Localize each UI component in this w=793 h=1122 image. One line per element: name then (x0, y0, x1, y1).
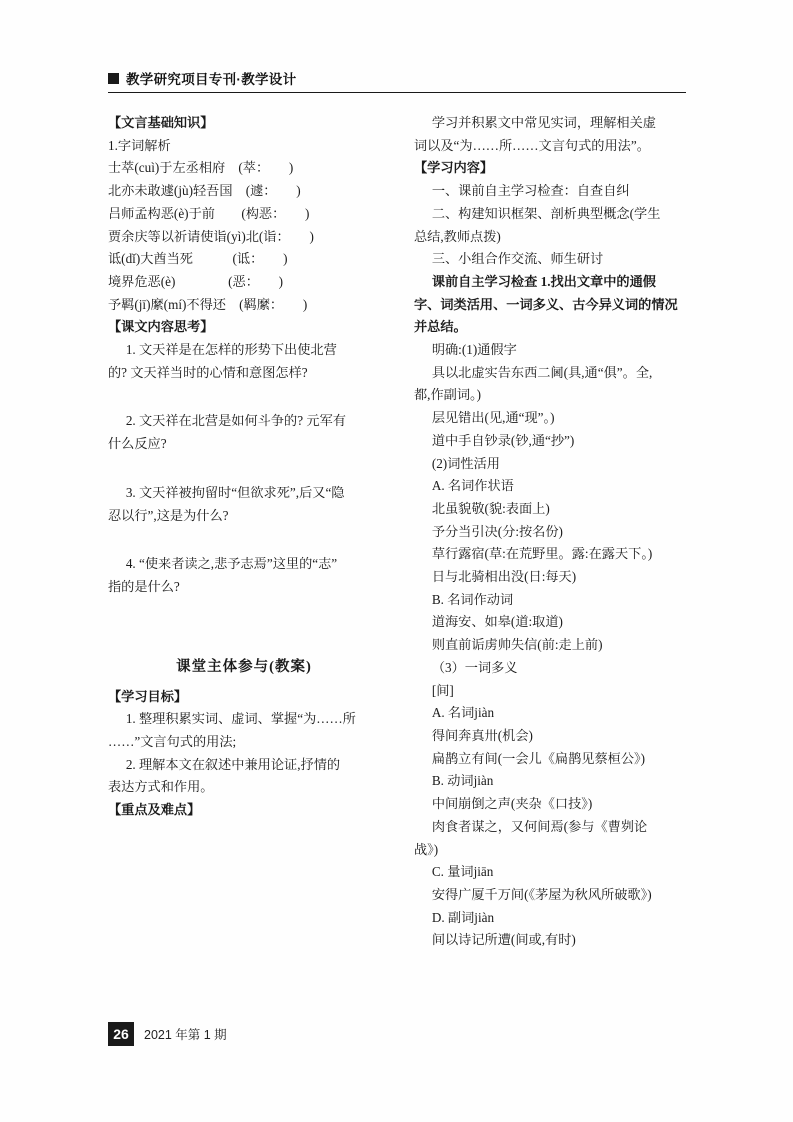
paragraph-line: 总结,教师点拨) (414, 228, 501, 244)
paragraph-line: [间] (431, 682, 454, 698)
paragraph-line: 日与北骑相出没(日:每天) (431, 569, 577, 585)
section-heading: 【重点及难点】 (108, 802, 201, 818)
paragraph-line: 1. 文天祥是在怎样的形势下出使北营 (125, 342, 337, 358)
paragraph-line: 诋(dǐ)大酋当死 (诋： ) (108, 251, 288, 267)
paragraph-line: 予分当引决(分:按名份) (431, 523, 563, 539)
page-footer (108, 1022, 227, 1046)
paragraph-line: 明确:(1)通假字 (431, 342, 517, 358)
page-header (108, 68, 686, 88)
left-column (108, 112, 380, 822)
section-heading: 【课文内容思考】 (108, 319, 214, 335)
paragraph-line: 的? 文天祥当时的心情和意图怎样? (108, 364, 308, 380)
paragraph-line: A. 名词作状语 (431, 478, 514, 494)
paragraph-line: （3）一词多义 (431, 659, 518, 675)
section-heading: 字、词类活用、一词多义、古今异义词的情况 (414, 296, 678, 312)
section-heading: 课前自主学习检查 1.找出文章中的通假 (431, 273, 656, 289)
paragraph-line: 1.字词解析 (108, 137, 171, 153)
paragraph-line: 1. 整理积累实词、虚词、掌握“为……所 (125, 711, 356, 727)
paragraph-line: 三、小组合作交流、师生研讨 (431, 251, 604, 267)
paragraph-line: 予羁(jī)縻(mí)不得还 (羁縻： ) (108, 296, 308, 312)
header-square-icon (108, 73, 119, 84)
section-heading: 并总结。 (414, 319, 467, 335)
paragraph-line: 表达方式和作用。 (108, 779, 214, 795)
paragraph-line: D. 副词jiàn (431, 909, 495, 925)
paragraph-line: 道中手自钞录(钞,通“抄”) (431, 432, 575, 448)
header-title: 教学研究项目专刊·教学设计 (126, 72, 297, 87)
paragraph-line: 指的是什么? (108, 578, 180, 594)
page-number: 26 (108, 1022, 134, 1046)
paragraph-line: C. 量词jiān (431, 864, 494, 880)
right-column (414, 112, 686, 952)
spacer (108, 384, 380, 410)
header-divider (108, 92, 686, 93)
paragraph-line: B. 名词作动词 (431, 591, 514, 607)
paragraph-line: 一、课前自主学习检查：自查自纠 (431, 183, 630, 199)
paragraph-line: 士萃(cuì)于左丞相府 (萃： ) (108, 160, 294, 176)
paragraph-line: 层见错出(见,通“现”。) (431, 410, 555, 426)
section-heading: 【学习目标】 (108, 688, 188, 704)
paragraph-line: 肉食者谋之，又何间焉(参与《曹刿论 (431, 818, 648, 834)
paragraph-line: 都,作副词。) (414, 387, 482, 403)
spacer (108, 599, 380, 645)
paragraph-line: 学习并积累文中常见实词，理解相关虚 (431, 115, 656, 130)
paragraph-line: 扁鹊立有间(一会儿《扁鹊见蔡桓公》) (431, 750, 645, 766)
paragraph-line: 北虽貌敬(貌:表面上) (431, 500, 550, 516)
paragraph-line: 贾余庆等以祈请使诣(yì)北(诣： ) (108, 228, 314, 244)
paragraph-line: 什么反应? (108, 436, 167, 452)
paragraph-line: B. 动词jiàn (431, 773, 494, 789)
section-title: 课堂主体参与(教案) (176, 658, 312, 675)
paragraph-line: 词以及“为……所……文言句式的用法”。 (414, 137, 650, 153)
issue-label: 2021 年第 1 期 (144, 1028, 227, 1042)
paragraph-line: 北亦未敢遽(jù)轻吾国 (遽： ) (108, 183, 301, 199)
paragraph-line: 具以北虚实告东西二阃(具,通“俱”。全, (431, 364, 653, 380)
paragraph-line: 草行露宿(草:在荒野里。露:在露天下。) (431, 546, 653, 562)
paragraph-line: 二、构建知识框架、剖析典型概念(学生 (431, 205, 661, 221)
paragraph-line: 战》) (414, 841, 439, 857)
paragraph-line: 道海安、如皋(道:取道) (431, 614, 563, 630)
paragraph-line: A. 名词jiàn (431, 705, 495, 721)
section-heading: 【文言基础知识】 (108, 115, 214, 130)
paragraph-line: 2. 文天祥在北营是如何斗争的? 元军有 (125, 413, 346, 429)
paragraph-line: (2)词性活用 (431, 455, 500, 471)
paragraph-line: 安得广厦千万间(《茅屋为秋风所破歌》) (431, 886, 652, 902)
spacer (108, 456, 380, 482)
paragraph-line: 2. 理解本文在叙述中兼用论证,抒情的 (125, 756, 341, 772)
paragraph-line: 中间崩倒之声(夹杂《口技》) (431, 796, 593, 812)
paragraph-line: 则直前诟虏帅失信(前:走上前) (431, 637, 603, 653)
paragraph-line: 间以诗记所遭(间或,有时) (431, 932, 576, 948)
paragraph-line: 4. “使来者读之,悲予志焉”这里的“志” (125, 556, 338, 572)
paragraph-line: 3. 文天祥被拘留时“但欲求死”,后又“隐 (125, 484, 345, 500)
spacer (108, 527, 380, 553)
paragraph-line: 得间奔真卅(机会) (431, 727, 533, 743)
paragraph-line: 忍以行”,这是为什么? (108, 507, 229, 523)
section-heading: 【学习内容】 (414, 160, 494, 176)
paragraph-line: 境界危恶(è) (恶： ) (108, 273, 284, 289)
paragraph-line: 吕师孟构恶(è)于前 (构恶： ) (108, 205, 310, 221)
paragraph-line: ……”文言句式的用法; (108, 734, 237, 749)
